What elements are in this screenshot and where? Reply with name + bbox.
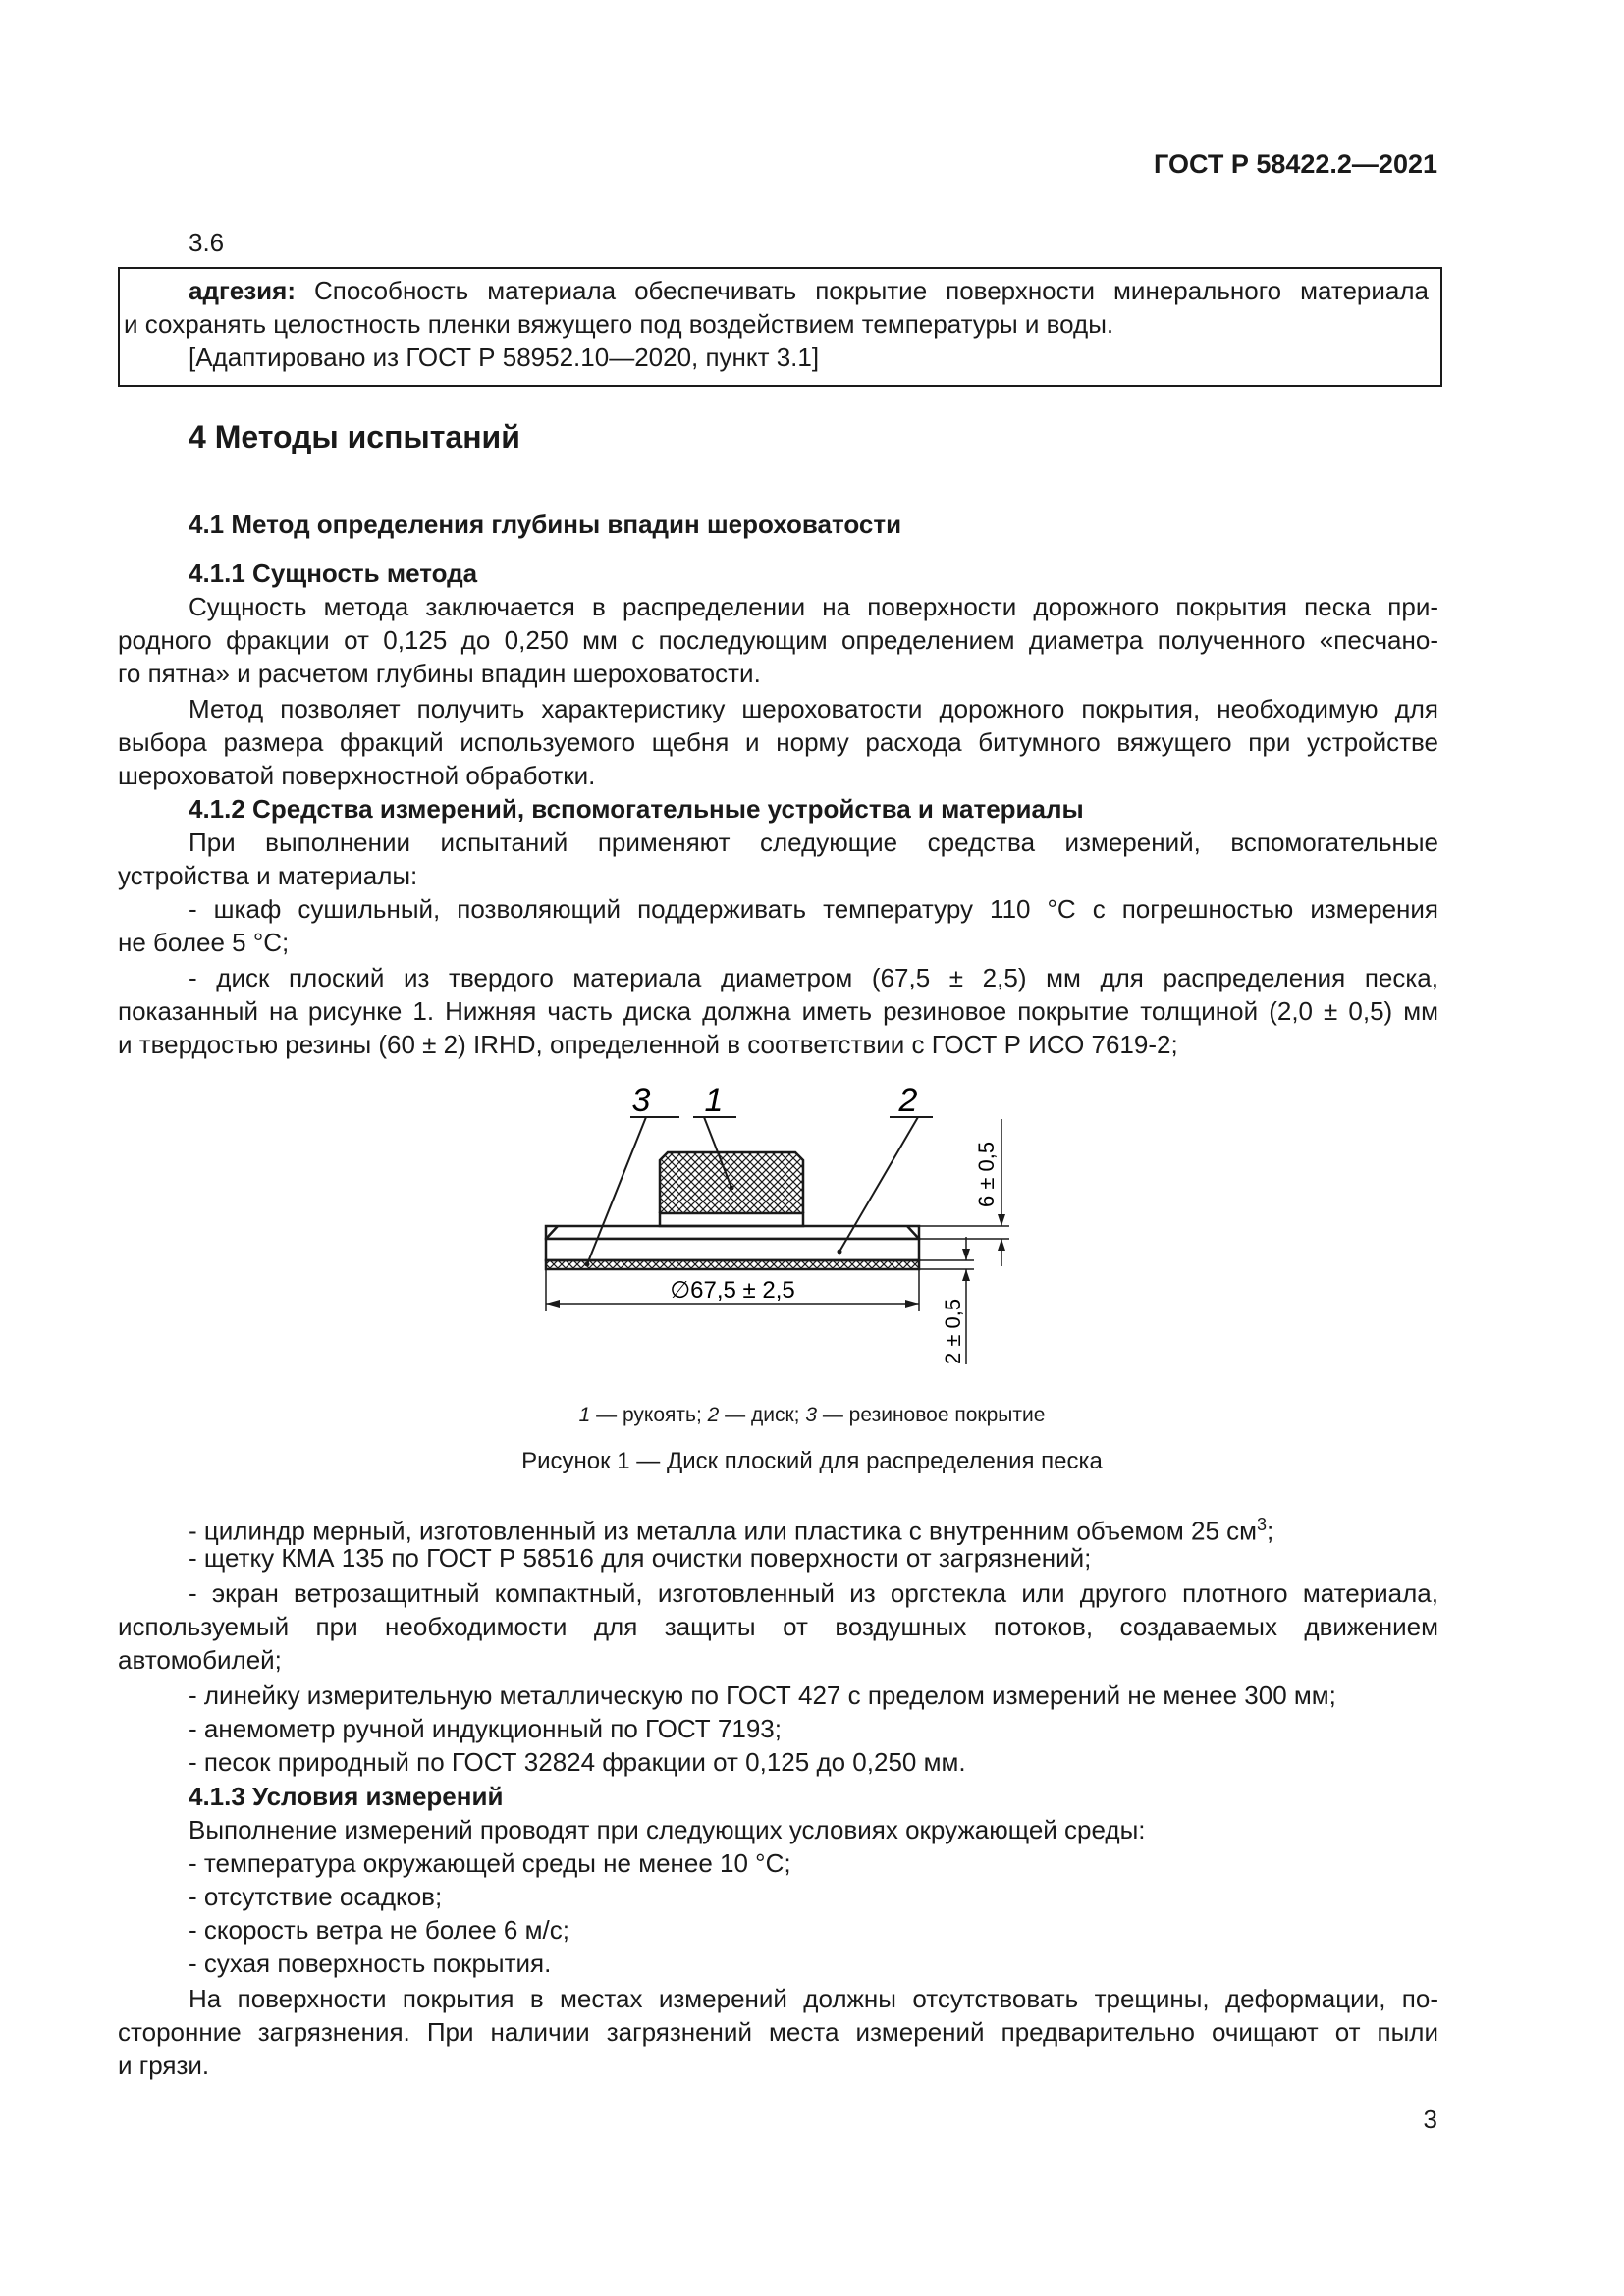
paragraph-line: Метод позволяет получить характеристику шероховатости дорожного покрытия, необходимую для [189,694,1438,723]
list-item-cont: автомобилей; [118,1645,282,1675]
list-item: - песок природный по ГОСТ 32824 фракции от 0,125 до 0,250 мм. [189,1747,966,1777]
list-item-cont: показанный на рисунке 1. Нижняя часть диска должна иметь резиновое покрытие толщиной (2,0 ± 0,5) мм [118,996,1438,1026]
list-item: - линейку измерительную металлическую по ГОСТ 427 с пределом измерений не менее 300 мм; [189,1681,1336,1710]
list-item: - анемометр ручной индукционный по ГОСТ 7193; [189,1714,782,1743]
paragraph-line: родного фракции от 0,125 до 0,250 мм с последующим определением диаметра полученного «песчано- [118,625,1438,655]
legend-text: — резиновое покрытие [817,1404,1046,1426]
list-item-text: - цилиндр мерный, изготовленный из металла или пластика с внутренним объемом 25 см [189,1516,1258,1546]
paragraph-line: Выполнение измерений проводят при следующих условиях окружающей среды: [189,1815,1146,1844]
document-code: ГОСТ Р 58422.2—2021 [1154,149,1437,179]
rubber-layer [546,1260,919,1269]
dim-height-label: 6 ± 0,5 [974,1141,999,1207]
dim-rubber-label: 2 ± 0,5 [941,1298,965,1364]
list-item: - щетку КМА 135 по ГОСТ Р 58516 для очистки поверхности от загрязнений; [189,1543,1092,1573]
paragraph-line: и грязи. [118,2051,210,2080]
legend-text: — диск; [719,1404,806,1426]
figure-disk-drawing [511,1080,1060,1374]
paragraph-line: При выполнении испытаний применяют следующие средства измерений, вспомогательные [189,828,1438,857]
clause-title: 4.1.2 Средства измерений, вспомогательные устройства и материалы [189,794,1084,824]
list-item-cont: используемый при необходимости для защиты от воздушных потоков, создаваемых движением [118,1612,1438,1641]
list-item: - сухая поверхность покрытия. [189,1949,552,1978]
dim-diameter-label: ∅67,5 ± 2,5 [670,1277,795,1304]
clause-title: 4.1.1 Сущность метода [189,559,478,588]
list-item: - экран ветрозащитный компактный, изготовленный из оргстекла или другого плотного материала, [189,1578,1438,1608]
paragraph-line: На поверхности покрытия в местах измерений должны отсутствовать трещины, деформации, по- [189,1984,1438,2013]
list-item: - отсутствие осадков; [189,1882,443,1911]
paragraph-line: шероховатой поверхностной обработки. [118,761,596,790]
figure-caption: Рисунок 1 — Диск плоский для распределения песка [521,1448,1103,1474]
superscript: 3 [1257,1515,1268,1534]
term-text: Способность материала обеспечивать покрытие поверхности минерального материала [313,276,1429,305]
section-title: 4 Методы испытаний [189,419,520,454]
clause-title: 4.1.3 Условия измерений [189,1782,504,1811]
legend-text: — рукоять; [590,1404,708,1426]
paragraph-line: Сущность метода заключается в распределении на поверхности дорожного покрытия песка при- [189,592,1438,621]
list-item-cont: не более 5 °С; [118,928,290,957]
list-item-cont: и твердостью резины (60 ± 2) IRHD, определенной в соответствии с ГОСТ Р ИСО 7619-2; [118,1030,1178,1059]
definition-line-2: и сохранять целостность пленки вяжущего под воздействием температуры и воды. [124,309,1114,339]
paragraph-line: устройства и материалы: [118,861,418,890]
paragraph-line: го пятна» и расчетом глубины впадин шероховатости. [118,659,761,688]
paragraph-line: выбора размера фракций используемого щебня и норму расхода битумного вяжущего при устройстве [118,727,1438,757]
list-item: - скорость ветра не более 6 м/с; [189,1915,569,1945]
term-number: 3.6 [189,228,225,257]
subsection-title: 4.1 Метод определения глубины впадин шероховатости [189,509,902,539]
disk-body [546,1239,919,1260]
figure-legend [0,1402,1624,1429]
list-item-end: ; [1267,1516,1274,1546]
list-item: - диск плоский из твердого материала диаметром (67,5 ± 2,5) мм для распределения песка, [189,963,1438,992]
callout-3-label: 3 [631,1082,651,1119]
callout-1-label: 1 [704,1082,724,1119]
legend-number: 1 [578,1404,591,1426]
definition-source: [Адаптировано из ГОСТ Р 58952.10—2020, пункт 3.1] [189,343,820,372]
term-label: адгезия: [189,276,296,305]
definition-line-1 [189,274,1429,307]
legend-number: 2 [707,1404,720,1426]
page-number: 3 [1423,2105,1437,2134]
legend-number: 3 [805,1404,818,1426]
callout-2-label: 2 [898,1082,918,1119]
list-item: - температура окружающей среды не менее 10 °С; [189,1848,791,1878]
paragraph-line: сторонние загрязнения. При наличии загрязнений места измерений предварительно очищают от пыли [118,2017,1438,2047]
list-item: - шкаф сушильный, позволяющий поддерживать температуру 110 °С с погрешностью измерения [189,894,1438,924]
